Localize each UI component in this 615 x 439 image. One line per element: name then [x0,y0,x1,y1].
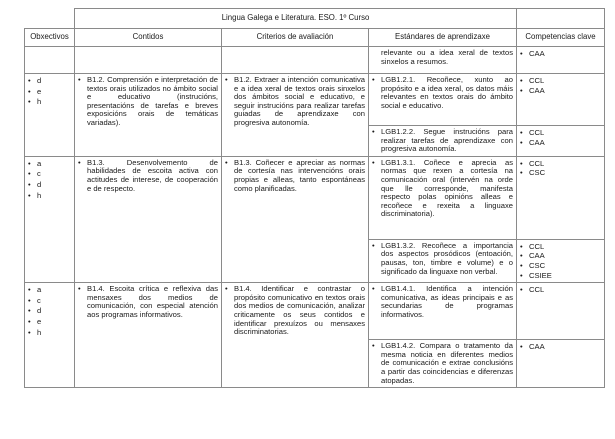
bullet-marker: • [225,284,228,294]
objective-item-text: d [37,76,42,85]
title-row [25,9,605,29]
bullet-marker: • [28,306,31,316]
objective-item-text: a [37,158,42,168]
bullet-marker: • [372,240,375,250]
competences-cell [517,156,605,239]
criterion-item [225,285,365,337]
objective-item [28,328,71,339]
objective-item [28,76,71,87]
standard-cell [369,340,517,388]
criteria-cell [222,283,369,388]
objectives-cell [25,47,75,74]
objectives-list [28,285,71,338]
competence-item [520,342,601,352]
criteria-cell [222,47,369,74]
bullet-marker: • [520,285,523,295]
standard-item-text: LGB1.3.2. Recoñece a importancia dos aspectos prosódicos (entoación, pausas, ton, timbre e volume) e o significado da linguaxe non verbal. [381,240,514,276]
criterion-item-text: B1.3. Coñecer e apreciar as normas de cortesía nas intervencións orais propias e alleas, tanto espontáneas como planificadas. [234,157,365,193]
competence-item-text: CCL [529,76,545,85]
bullet-marker: • [28,179,31,189]
bullet-marker: • [520,168,523,178]
bullet-marker: • [78,157,81,167]
criteria-cell [222,74,369,157]
objective-item [28,191,71,202]
objective-item [28,159,71,170]
criterion-item-text: B1.2. Extraer a intención comunicativa e a idea xeral de textos orais sinxelos dos ámbitos social e educativo, e seguir instrucións para realizar tarefas guiadas de aprendizaxe con progresiva autonomía. [234,75,365,127]
header-criteria: Criterios de avaliación [222,29,369,47]
competence-item-text: CAA [529,85,545,95]
header-competences: Competencias clave [517,29,605,47]
content-item [78,285,218,319]
competence-item-text: CCL [529,285,545,295]
bullet-marker: • [28,295,31,305]
objective-item [28,180,71,191]
competence-item [520,251,601,261]
competences-cell [517,340,605,388]
objective-item-text: e [37,316,42,326]
objective-item [28,169,71,180]
standard-item-text: LGB1.4.2. Compara o tratamento da mesma noticia en diferentes medios de comunicación e extrae conclusións a partir das coincidencias e diferenzas atopadas. [381,341,514,385]
bullet-marker: • [520,260,523,270]
objective-item-text: h [37,190,42,200]
competences-cell [517,74,605,126]
standard-cell [369,239,517,282]
bullet-marker: • [520,128,523,137]
bullet-marker: • [520,251,523,261]
bullet-marker: • [372,284,375,294]
bullet-marker: • [28,86,31,96]
competence-item-text: CSC [529,260,546,270]
bullet-marker: • [28,76,31,85]
standard-cell [369,74,517,126]
standard-cell [369,47,517,74]
curriculum-table [24,8,605,388]
objective-item [28,306,71,317]
bullet-marker: • [78,75,81,84]
criterion-item [225,76,365,128]
criterion-item [225,159,365,193]
objective-item-text: a [37,285,42,295]
competence-item [520,242,601,252]
competence-item [520,128,601,138]
bullet-marker: • [520,241,523,251]
competences-cell [517,283,605,340]
competence-item-text: CAA [529,251,545,261]
table-row [25,283,605,340]
header-objectives: Obxectivos [25,29,75,47]
header-row [25,29,605,47]
competences-cell [517,47,605,74]
objective-item [28,87,71,98]
bullet-marker: • [520,85,523,95]
competence-item [520,49,601,59]
bullet-marker: • [225,157,228,167]
bullet-marker: • [520,342,523,352]
bullet-marker: • [372,157,375,167]
bullet-marker: • [520,158,523,168]
standard-item [372,128,513,154]
competence-item-text: CSIEE [529,270,552,280]
objective-item [28,296,71,307]
objectives-cell [25,74,75,157]
table-row [25,74,605,126]
competences-list [520,76,601,95]
standard-item [372,342,513,385]
content-item-text: B1.2. Comprensión e interpretación de textos orais utilizados no ámbito social e educativo (instrucións, presentacións de tarefas e breves exposicións orais de temáticas variadas). [87,75,218,127]
objective-item-text: d [37,179,42,189]
objective-item [28,97,71,108]
bullet-marker: • [520,76,523,85]
objectives-cell [25,283,75,388]
objective-item-text: c [37,295,41,305]
competence-item [520,159,601,169]
standard-item [372,76,513,110]
table-row [25,47,605,74]
competences-list [520,242,601,280]
competences-list [520,128,601,147]
criterion-item-text: B1.4. Identificar e contrastar o propósito comunicativo en textos orais dos medios de comunicación, analizar criticamente os seus contidos e identificar prexuízos ou mensaxes discriminatorias. [234,284,365,337]
bullet-marker: • [28,158,31,168]
bullet-marker: • [372,341,375,351]
competence-item [520,138,601,148]
contents-cell [75,47,222,74]
content-item [78,76,218,128]
bullet-marker: • [225,75,228,84]
table-title: Lingua Galega e Literatura. ESO. 1º Curso [75,9,517,29]
standard-item-text: relevante ou a idea xeral de textos sinxelos a resumos. [381,48,514,66]
competences-list [520,159,601,178]
contents-cell [75,283,222,388]
competences-cell [517,239,605,282]
competence-item [520,168,601,178]
contents-cell [75,74,222,157]
competence-item-text: CSC [529,168,546,178]
objective-item-text: d [37,306,42,316]
bullet-marker: • [78,284,81,294]
bullet-marker: • [28,285,31,295]
objective-item-text: h [37,327,42,337]
content-item [78,159,218,193]
standard-item [372,285,513,319]
bullet-marker: • [28,97,31,107]
table-row [25,156,605,239]
competences-list [520,285,601,295]
competences-list [520,342,601,352]
objective-item [28,317,71,328]
competence-item-text: CCL [529,158,545,168]
content-item-text: B1.3. Desenvolvemento de habilidades de escoita activa con actitudes de interese, de cooperación e de respecto. [87,157,218,193]
standard-item [372,159,513,219]
competence-item [520,261,601,271]
objective-item-text: e [37,86,42,96]
competence-item-text: CCL [529,128,545,137]
competences-cell [517,126,605,157]
criteria-cell [222,156,369,282]
competence-item-text: CAA [529,49,545,58]
bullet-marker: • [520,270,523,280]
objectives-list [28,76,71,108]
competence-item [520,86,601,96]
bullet-marker: • [28,190,31,200]
bullet-marker: • [520,137,523,147]
competence-item-text: CAA [529,342,545,352]
bullet-marker: • [372,75,375,84]
standard-cell [369,156,517,239]
objective-item [28,285,71,296]
competence-item [520,285,601,295]
objective-item-text: h [37,97,42,107]
header-contents: Contidos [75,29,222,47]
bullet-marker: • [372,127,375,136]
competence-item-text: CCL [529,241,545,251]
bullet-marker: • [28,169,31,179]
header-standards: Estándares de aprendizaxe [369,29,517,47]
contents-cell [75,156,222,282]
competence-item [520,76,601,86]
bullet-marker: • [28,316,31,326]
content-item-text: B1.4. Escoita crítica e reflexiva das mensaxes dos medios de comunicación, con especial atención aos programas informativos. [87,284,218,319]
standard-item-text: LGB1.4.1. Identifica a intención comunicativa, as ideas principais e as secundarias de programas informativos. [381,284,514,319]
competence-item [520,271,601,281]
objectives-list [28,159,71,201]
bullet-marker: • [520,49,523,58]
standard-item-text: LGB1.3.1. Coñece e aprecia as normas que rexen a cortesía na comunicación oral (intervén na orde que lle corresponde, manifesta respecto polas opinións alleas e recoñece e rexeita a linguaxe discriminatoria). [381,157,514,219]
standard-item-text: LGB1.2.2. Segue instrucións para realizar tarefas de aprendizaxe con progresiva autonomía. [381,127,514,154]
standard-item-text: LGB1.2.1. Recoñece, xunto ao propósito e a idea xeral, os datos máis relevantes en textos orais do ámbito social e educativo. [381,75,514,110]
standard-cell [369,126,517,157]
bullet-marker: • [28,327,31,337]
objectives-cell [25,156,75,282]
standard-cell [369,283,517,340]
competences-list [520,49,601,59]
competence-item-text: CAA [529,137,545,147]
objective-item-text: c [37,169,41,179]
standard-item [372,242,513,276]
